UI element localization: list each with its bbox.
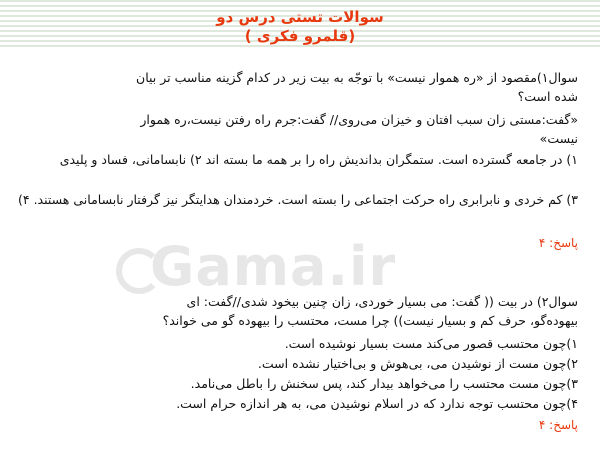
- q1-line-3: «گفت:مستی زان سبب افتان و خیزان می‌روی// گفت:جرم راه رفتن نیست،ره هموار: [140, 112, 578, 127]
- q2-option-2: ۲)چون مست از نوشیدن می، بی‌هوش و بی‌اختیار نشده است.: [257, 356, 578, 371]
- q2-option-3: ۳)چون مست محتسب را می‌خواهد بیدار کند، پس سخنش را باطل می‌نامد.: [190, 376, 578, 391]
- q1-line-4: نیست»: [539, 131, 578, 146]
- q1-line-1: سوال۱)مقصود از «ره هموار نیست» با توجّه به بیت زیر در کدام گزینه مناسب تر بیان: [136, 70, 578, 85]
- q2-answer: پاسخ: ۴: [538, 418, 578, 432]
- q1-answer: پاسخ: ۴: [538, 236, 578, 250]
- q2-option-4: ۴)چون محتسب توجه ندارد که در اسلام نوشیدن می، به هر اندازه حرام است.: [176, 396, 578, 411]
- watermark: Gama.ir: [150, 235, 397, 298]
- q1-option-1-2: ۱) در جامعه گسترده است. ستمگران بداندیش راه را بر همه ما بسته اند ۲) نابسامانی، فساد و پلیدی: [59, 152, 578, 167]
- page-title: سوالات تستی درس دو: [216, 8, 384, 26]
- q2-line-2: بیهوده‌گو، حرف کم و بسیار نیست)) چرا مست، محتسب را بیهوده گو می خواند؟: [162, 313, 578, 328]
- q1-option-3-4: ۳) کم خردی و نابرابری راه حرکت اجتماعی را بسته است. خردمندان هدایتگر نیز گرفتار نابسامانی هستند. ۴): [18, 192, 578, 207]
- q1-line-2: شده است؟: [517, 89, 578, 104]
- page-subtitle: (قلمرو فکری ): [244, 27, 356, 45]
- q2-option-1: ۱)چون محتسب قصور می‌کند مست بسیار نوشیده است.: [284, 336, 578, 351]
- q2-line-1: سوال۲) در بیت (( گفت: می بسیار خوردی، زان چنین بیخود شدی//گفت: ای: [186, 294, 578, 309]
